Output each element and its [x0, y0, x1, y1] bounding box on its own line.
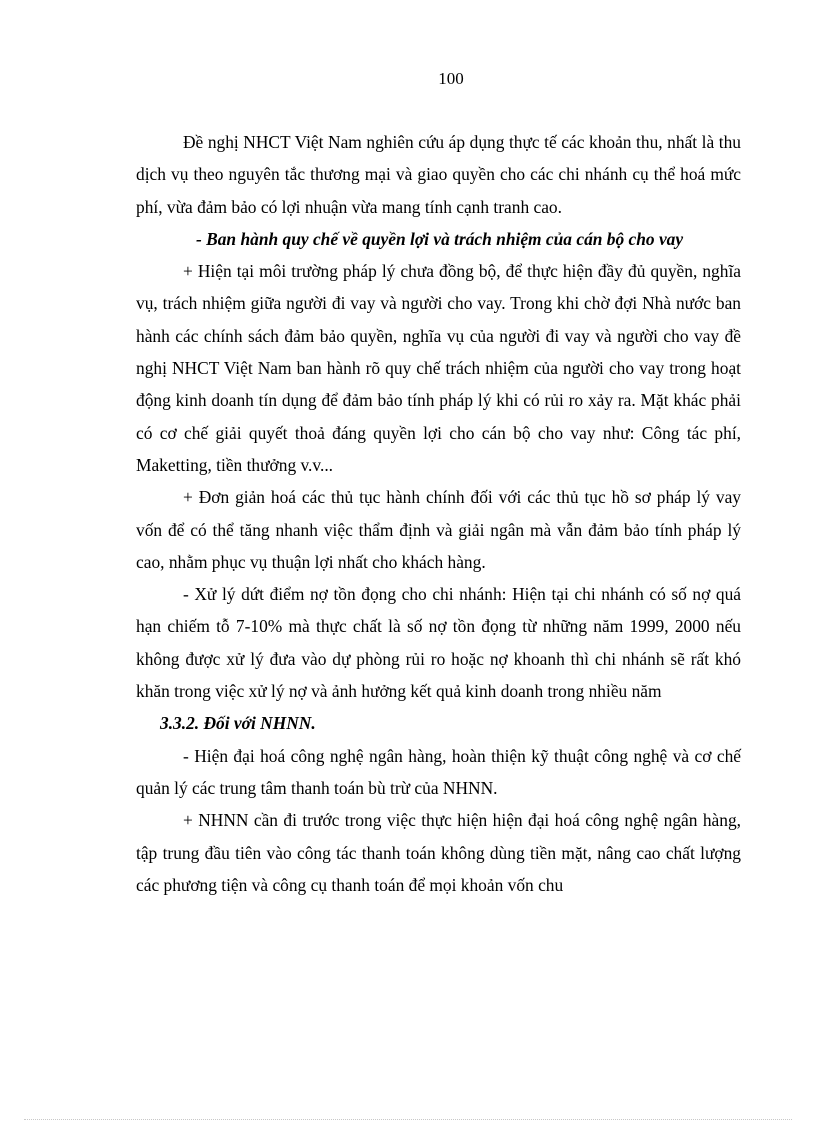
paragraph-modernize-technology: - Hiện đại hoá công nghệ ngân hàng, hoàn thiện kỹ thuật công nghệ và cơ chế quản lý các trung tâm thanh toán bù trừ của NHNN.: [136, 745, 741, 798]
paragraph-fee-proposal: Đề nghị NHCT Việt Nam nghiên cứu áp dụng thực tế các khoản thu, nhất là thu dịch vụ theo nguyên tắc thương mại và giao quyền cho các chi nhánh cụ thể hoá mức phí, vừa đảm bảo có lợi nhuận vừa mang tính cạnh tranh cao.: [136, 132, 741, 217]
document-body: [136, 126, 741, 901]
subheading-loan-officer-regulation: - Ban hành quy chế về quyền lợi và trách nhiệm của cán bộ cho vay: [196, 228, 684, 249]
paragraph-simplify-procedures: + Đơn giản hoá các thủ tục hành chính đối với các thủ tục hồ sơ pháp lý vay vốn để có thể tăng nhanh việc thẩm định và giải ngân mà vẫn đảm bảo tính pháp lý cao, nhằm phục vụ thuận lợi nhất cho khách hàng.: [136, 487, 741, 572]
page-number: 100: [438, 69, 464, 88]
paragraph-sbv-lead: + NHNN cần đi trước trong việc thực hiện hiện đại hoá công nghệ ngân hàng, tập trung đầu tiên vào công tác thanh toán không dùng tiền mặt, nâng cao chất lượng các phương tiện và công cụ thanh toán để mọi khoản vốn chu: [136, 810, 741, 895]
page-bottom-divider: [24, 1119, 792, 1120]
section-heading-sbv: 3.3.2. Đối với NHNN.: [160, 713, 316, 734]
paragraph-bad-debt-handling: - Xử lý dứt điểm nợ tồn đọng cho chi nhánh: Hiện tại chi nhánh có số nợ quá hạn chiếm tỗ 7-10% mà thực chất là số nợ tồn đọng từ những năm 1999, 2000 nếu không được xử lý đưa vào dự phòng rủi ro hoặc nợ khoanh thì chi nhánh sẽ rất khó khăn trong việc xử lý nợ và ảnh hưởng kết quả kinh doanh trong nhiều năm: [136, 584, 741, 702]
paragraph-legal-environment: + Hiện tại môi trường pháp lý chưa đồng bộ, để thực hiện đầy đủ quyền, nghĩa vụ, trách nhiệm giữa người đi vay và người cho vay. Trong khi chờ đợi Nhà nước ban hành các chính sách đảm bảo quyền, nghĩa vụ của người đi vay và người cho vay đề nghị NHCT Việt Nam ban hành rõ quy chế trách nhiệm của người cho vay trong hoạt động kinh doanh tín dụng để đảm bảo tính pháp lý khi có rủi ro xảy ra. Mặt khác phải có cơ chế giải quyết thoả đáng quyền lợi cho cán bộ cho vay như: Công tác phí, Maketting, tiền thưởng v.v...: [136, 261, 741, 475]
